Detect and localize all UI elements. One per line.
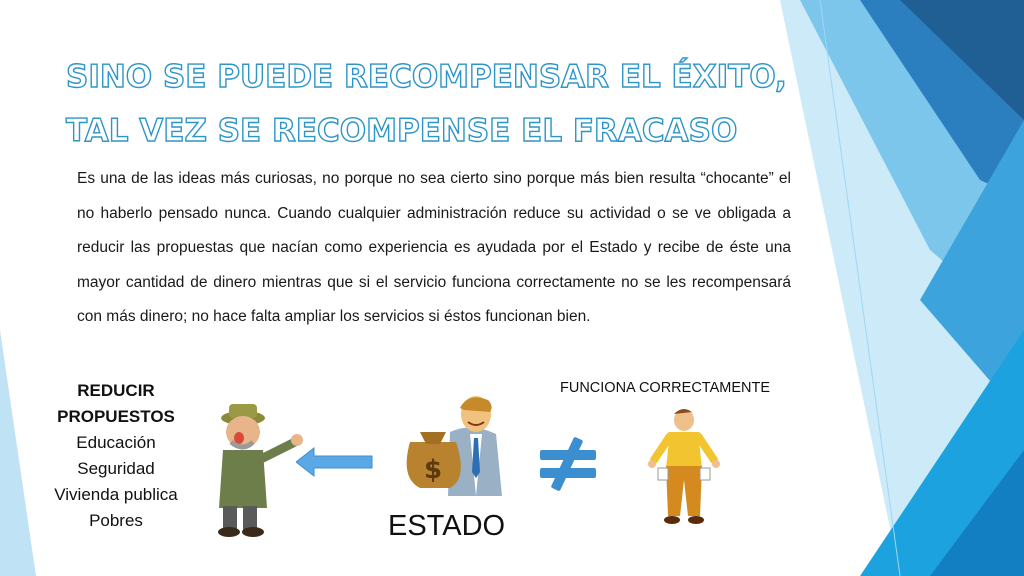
list-item: Seguridad: [77, 459, 155, 478]
left-shard: [0, 330, 36, 576]
list-item: Educación: [76, 433, 156, 452]
title-line-2: TAL VEZ SE RECOMPENSE EL FRACASO: [66, 113, 738, 149]
list-item: Pobres: [89, 511, 143, 530]
not-equal-icon: [536, 434, 600, 494]
arrow-left-icon: [296, 447, 374, 477]
list-item: Vivienda publica: [54, 485, 178, 504]
empty-pockets-man-illustration: [644, 408, 726, 526]
title-line-1: SINO SE PUEDE RECOMPENSAR EL ÉXITO,: [66, 59, 787, 95]
businessman-illustration: [398, 392, 508, 496]
funciona-label: FUNCIONA CORRECTAMENTE: [560, 380, 770, 396]
body-paragraph: Es una de las ideas más curiosas, no porque no sea cierto sino porque más bien resulta “chocante” el no haberlo pensado nunca. Cuando cualquier administración reduce su actividad o se ve obligada a reducir las propuestas que nacían como experiencia es ayudada por el Estado y recibe de éste una mayor cantidad de dinero mientras que si el servicio funciona correctamente no se les recompensará con más dinero; no hace falta ampliar los servicios si éstos funcionan bien.: [77, 170, 791, 325]
money-bag-symbol: $: [423, 455, 443, 485]
list-heading-2: PROPUESTOS: [57, 407, 175, 426]
reduced-list: [36, 378, 196, 534]
estado-label: ESTADO: [388, 510, 506, 542]
poor-man-illustration: [205, 398, 305, 538]
list-heading-1: REDUCIR: [77, 381, 155, 400]
slide-title: [66, 50, 826, 158]
